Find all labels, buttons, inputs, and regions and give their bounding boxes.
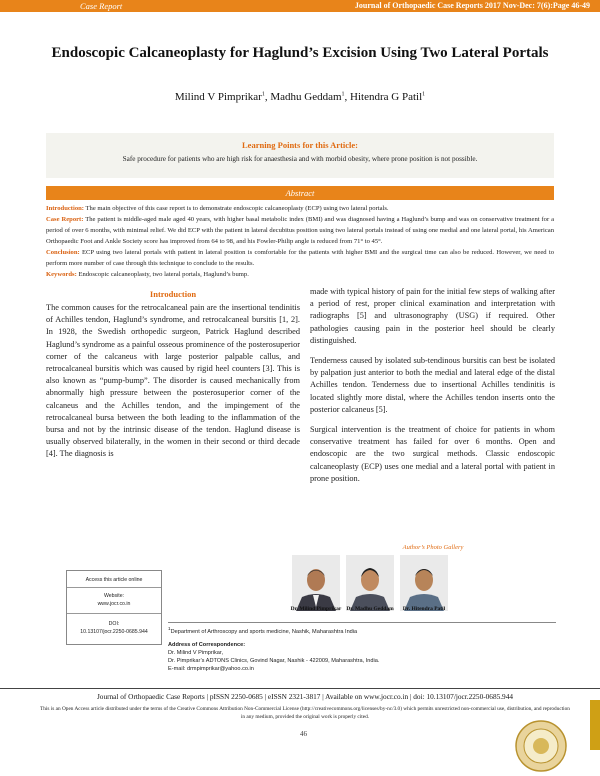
header-bar — [0, 0, 600, 12]
correspondence-address: Dr. Pimprikar’s ADTONS Clinics, Govind Nagar, Nashik - 422009, Maharashtra, India. — [168, 657, 380, 664]
abstract-heading: Abstract — [46, 186, 554, 200]
learning-points-text: Safe procedure for patients who are high risk for anaesthesia and with morbid obesity, where prone position is not possible. — [122, 155, 478, 163]
article-type-tag: Case Report — [80, 1, 123, 11]
doi-label: DOI: — [108, 621, 120, 627]
website-link[interactable]: www.jocr.co.in — [97, 601, 131, 607]
journal-seal-icon — [515, 720, 567, 772]
abstract-conclusion-text: ECP using two lateral portals with patient in lateral position is comfortable for the patients with higher BMI and the surgical time can also be reduced. However, we need to perform more number of case through this technique to conclude to the results. — [46, 249, 554, 267]
body-paragraph: The common causes for the retrocalcaneal pain are the insertional tendinitis of Achilles tendon, Haglund’s syndrome, and retrocalcaneal bursitis [1, 2]. In 1928, the Swedish orthopedic surgeon, Patrick Haglund described Haglund’s syndrome as a painful osseous prominence of the posterosuperior corner of the calcaneus with large posterior palpable callus, and retrocalcaneal bursitis which was caused by rigid heel counters [3]. This is also known as “pump-bump”. The disorder is caused mechanically from abnormally high pressure between the posterosuperior corner of the calcaneus and the Achilles tendon, and the impingement of the retrocalcaneal bursa between the both leading to the inflammation of the bursa and not by the intrinsic disease of the tendon. Haglund disease is usually observed bilaterally, in the women in their second or third decade [4]. The diagnosis is — [46, 303, 300, 459]
abstract-introduction-text: The main objective of this case report is to demonstrate endoscopic calcaneoplasty (ECP) using two lateral portals. — [85, 205, 389, 212]
divider — [67, 613, 161, 614]
affiliation-block — [168, 625, 558, 673]
access-title: Access this article online — [85, 577, 143, 583]
abstract-case — [46, 215, 554, 247]
journal-citation: Journal of Orthopaedic Case Reports 2017 Nov-Dec: 7(6):Page 46-49 — [354, 1, 590, 10]
abstract-conclusion-label: Conclusion: — [46, 249, 80, 257]
learning-points-title: Learning Points for this Article: — [242, 140, 358, 150]
author-photo-name: Dr. Hitendra Patil — [402, 606, 446, 612]
correspondence-label: Address of Correspondence: — [168, 641, 246, 648]
correspondence-email[interactable]: E-mail: drmpimprikar@yahoo.co.in — [168, 665, 254, 672]
abstract-introduction — [46, 204, 554, 215]
correspondence-name: Dr. Milind V Pimprikar, — [168, 649, 224, 656]
body-column-right — [310, 286, 555, 493]
body-paragraph: Tenderness caused by isolated sub-tendinous bursitis can best be isolated by palpation just anterior to both the medial and lateral edge of the distal Achilles tendon. Tenderness due to insertional Achilles tendinitis is located slightly more distal, where the Achilles tendon inserts onto the posterior calcaneus [5]. — [310, 356, 555, 414]
side-accent-block — [590, 700, 600, 750]
abstract-keywords — [46, 270, 554, 281]
divider — [67, 587, 161, 588]
introduction-heading: Introduction — [149, 289, 197, 299]
website-label: Website: — [103, 593, 125, 599]
page-number: 46 — [300, 730, 307, 738]
affiliation-mark: 1 — [168, 626, 171, 631]
author-photo — [346, 555, 394, 611]
author-name: Madhu Geddam — [270, 91, 342, 103]
footer-citation: Journal of Orthopaedic Case Reports | pISSN 2250-0685 | eISSN 2321-3817 | Available on www.jocr.co.in | doi: 10.13107/jocr.2250-0685.944 — [96, 692, 514, 701]
access-online-box — [66, 570, 162, 645]
footer-license: This is an Open Access article distributed under the terms of the Creative Commons Attribution Non-Commercial License (http://creativecommons.org/licenses/by-nc/3.0) which permits unrestricted non-commercial use, distribution, and reproduction in any medium, provided the original work is properly cited. — [40, 706, 570, 720]
author-affiliation-mark: 1 — [422, 91, 426, 98]
author-affiliation-mark: 1 — [341, 91, 345, 98]
author-name: Hitendra G Patil — [350, 91, 423, 103]
body-paragraph: made with typical history of pain for the initial few steps of walking after a period of rest, proper clinical examination and interpretation with radiographs [5] and ultrasonography (USG) if required. Other pathologies causing pain in the posterior heel should be clearly distinguished. — [310, 287, 555, 345]
photo-gallery-caption: Author’s Photo Gallery — [402, 544, 464, 551]
author-photo — [400, 555, 448, 611]
author-affiliation-mark: 1 — [261, 91, 265, 98]
author-name: Milind V Pimprikar — [174, 91, 262, 103]
learning-points-box — [46, 133, 554, 178]
author-photo — [292, 555, 340, 611]
abstract-keywords-label: Keywords: — [46, 271, 77, 279]
body-paragraph: Surgical intervention is the treatment of choice for patients in whom conservative treatment has failed for over 6 months. Open and endoscopic are the two surgical methods. Classic endoscopic calcaneoplasty (ECP) uses one medial and a lateral portal with patient in prone position. — [310, 425, 555, 483]
author-photo-name: Dr. Milind Pimprikar — [290, 606, 342, 612]
author-list: Milind V Pimprikar$^1$, Madhu Geddam$^1$, Hitendra G Patil$^1$ — [174, 91, 426, 103]
abstract-keywords-text: Endoscopic calcaneoplasty, two lateral portals, Haglund’s bump. — [78, 271, 249, 279]
abstract-conclusion — [46, 248, 554, 270]
affiliation-department: $^1$Department of Arthroscopy and sports medicine, Nashik, Maharashtra India — [168, 626, 358, 635]
body-column-left — [46, 288, 300, 461]
divider — [168, 622, 556, 623]
author-photo-name: Dr. Madhu Geddam — [346, 606, 394, 612]
footer-divider — [0, 688, 600, 689]
abstract-body — [46, 204, 554, 282]
abstract-introduction-label: Introduction: — [46, 205, 84, 212]
abstract-case-label: Case Report: — [46, 216, 84, 224]
doi-value[interactable]: 10.13107/jocr.2250-0685.944 — [80, 629, 148, 635]
abstract-case-text: The patient is middle-aged male aged 40 years, with higher basal metabolic index (BMI) and was diagnosed having a Haglund’s bump and was on conservative treatment for a period of over 6 months, with minimal relief. We did ECP with the patient in lateral decubitus position using two lateral portals instead of using one medial and one lateral portal, his American Orthopaedic Foot and Ankle Society score has improved from 64 to 98, and his Fowler-Philip angle is reduced from 71° to 45°. — [46, 216, 555, 245]
article-title: Endoscopic Calcaneoplasty for Haglund’s Excision Using Two Lateral Portals — [51, 45, 549, 61]
